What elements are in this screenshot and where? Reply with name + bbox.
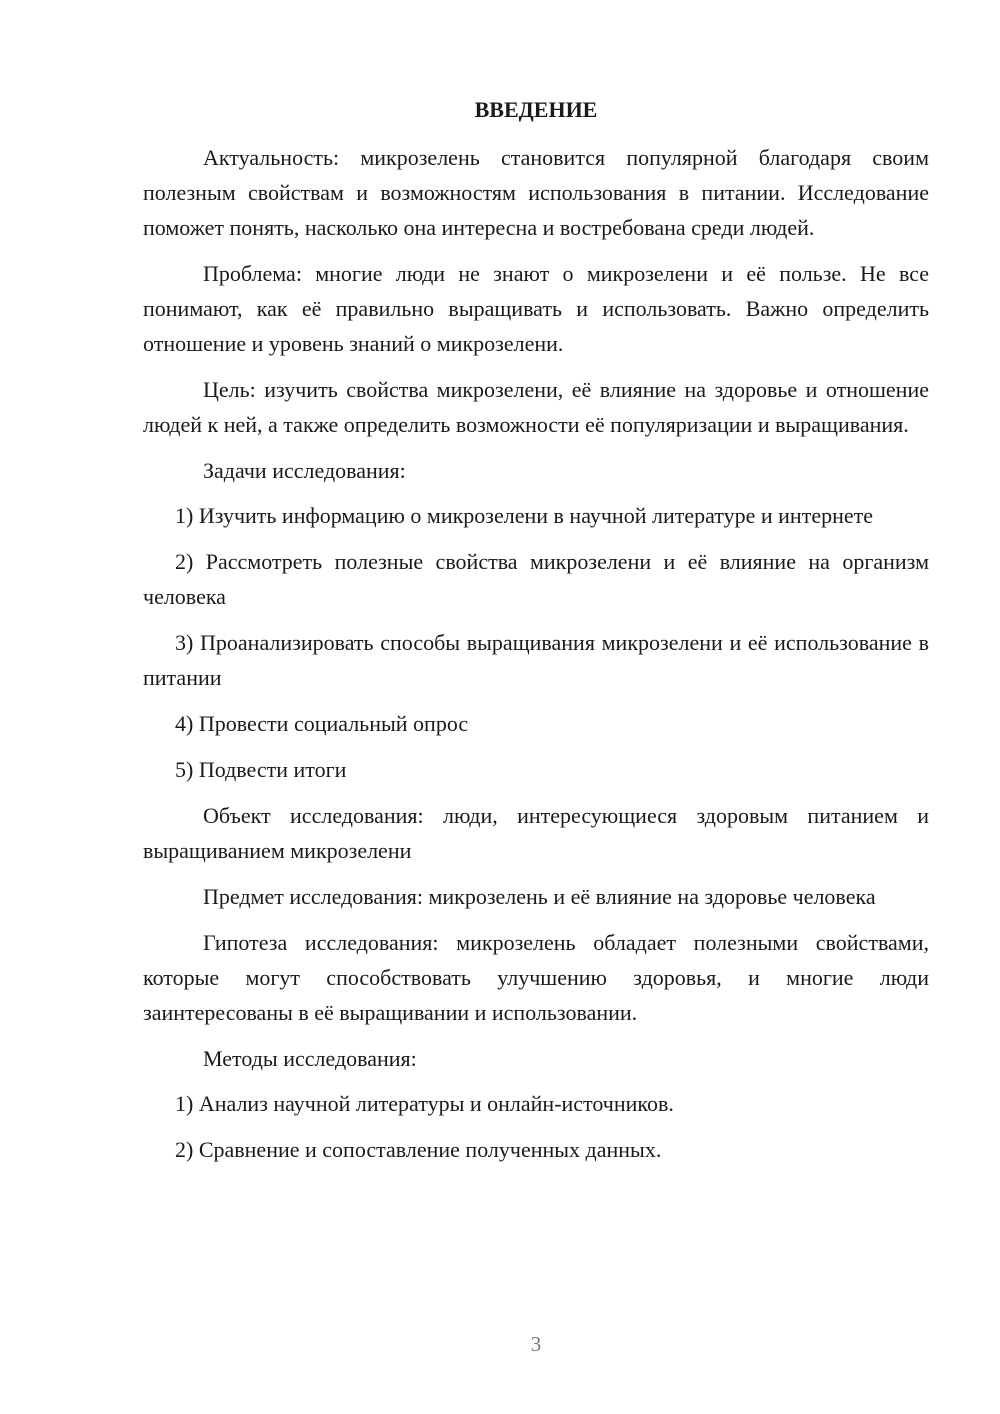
goal-paragraph: Цель: изучить свойства микрозелени, её влияние на здоровье и отношение людей к ней, а также определить возможности её популяризации и выращивания. <box>143 377 929 437</box>
hypothesis-paragraph: Гипотеза исследования: микрозелень обладает полезными свойствами, которые могут способствовать улучшению здоровья, и многие люди заинтересованы в её выращивании и использовании. <box>143 930 929 1025</box>
tasks-heading: Задачи исследования: <box>203 458 406 483</box>
object-paragraph: Объект исследования: люди, интересующиеся здоровым питанием и выращиванием микрозелени <box>143 803 929 863</box>
relevance-paragraph: Актуальность: микрозелень становится популярной благодаря своим полезным свойствам и возможностям использования в питании. Исследование поможет понять, насколько она интересна и востребована среди людей. <box>143 145 929 240</box>
problem-paragraph: Проблема: многие люди не знают о микрозелени и её пользе. Не все понимают, как её правильно выращивать и использовать. Важно определить отношение и уровень знаний о микрозелени. <box>143 261 929 356</box>
method-item-1: 1) Анализ научной литературы и онлайн-источников. <box>175 1091 674 1116</box>
task-item-1: 1) Изучить информацию о микрозелени в научной литературе и интернете <box>175 503 873 528</box>
page-number: 3 <box>530 1332 542 1356</box>
method-item-2: 2) Сравнение и сопоставление полученных данных. <box>175 1137 662 1162</box>
methods-heading: Методы исследования: <box>203 1046 417 1071</box>
task-item-3: 3) Проанализировать способы выращивания микрозелени и её использование в питании <box>143 630 929 690</box>
task-item-4: 4) Провести социальный опрос <box>175 711 469 736</box>
section-title: ВВЕДЕНИЕ <box>474 97 598 122</box>
subject-paragraph: Предмет исследования: микрозелень и её влияние на здоровье человека <box>203 884 876 909</box>
document-page <box>143 94 929 1178</box>
task-item-2: 2) Рассмотреть полезные свойства микрозелени и её влияние на организм человека <box>143 549 929 609</box>
task-item-5: 5) Подвести итоги <box>175 757 347 782</box>
